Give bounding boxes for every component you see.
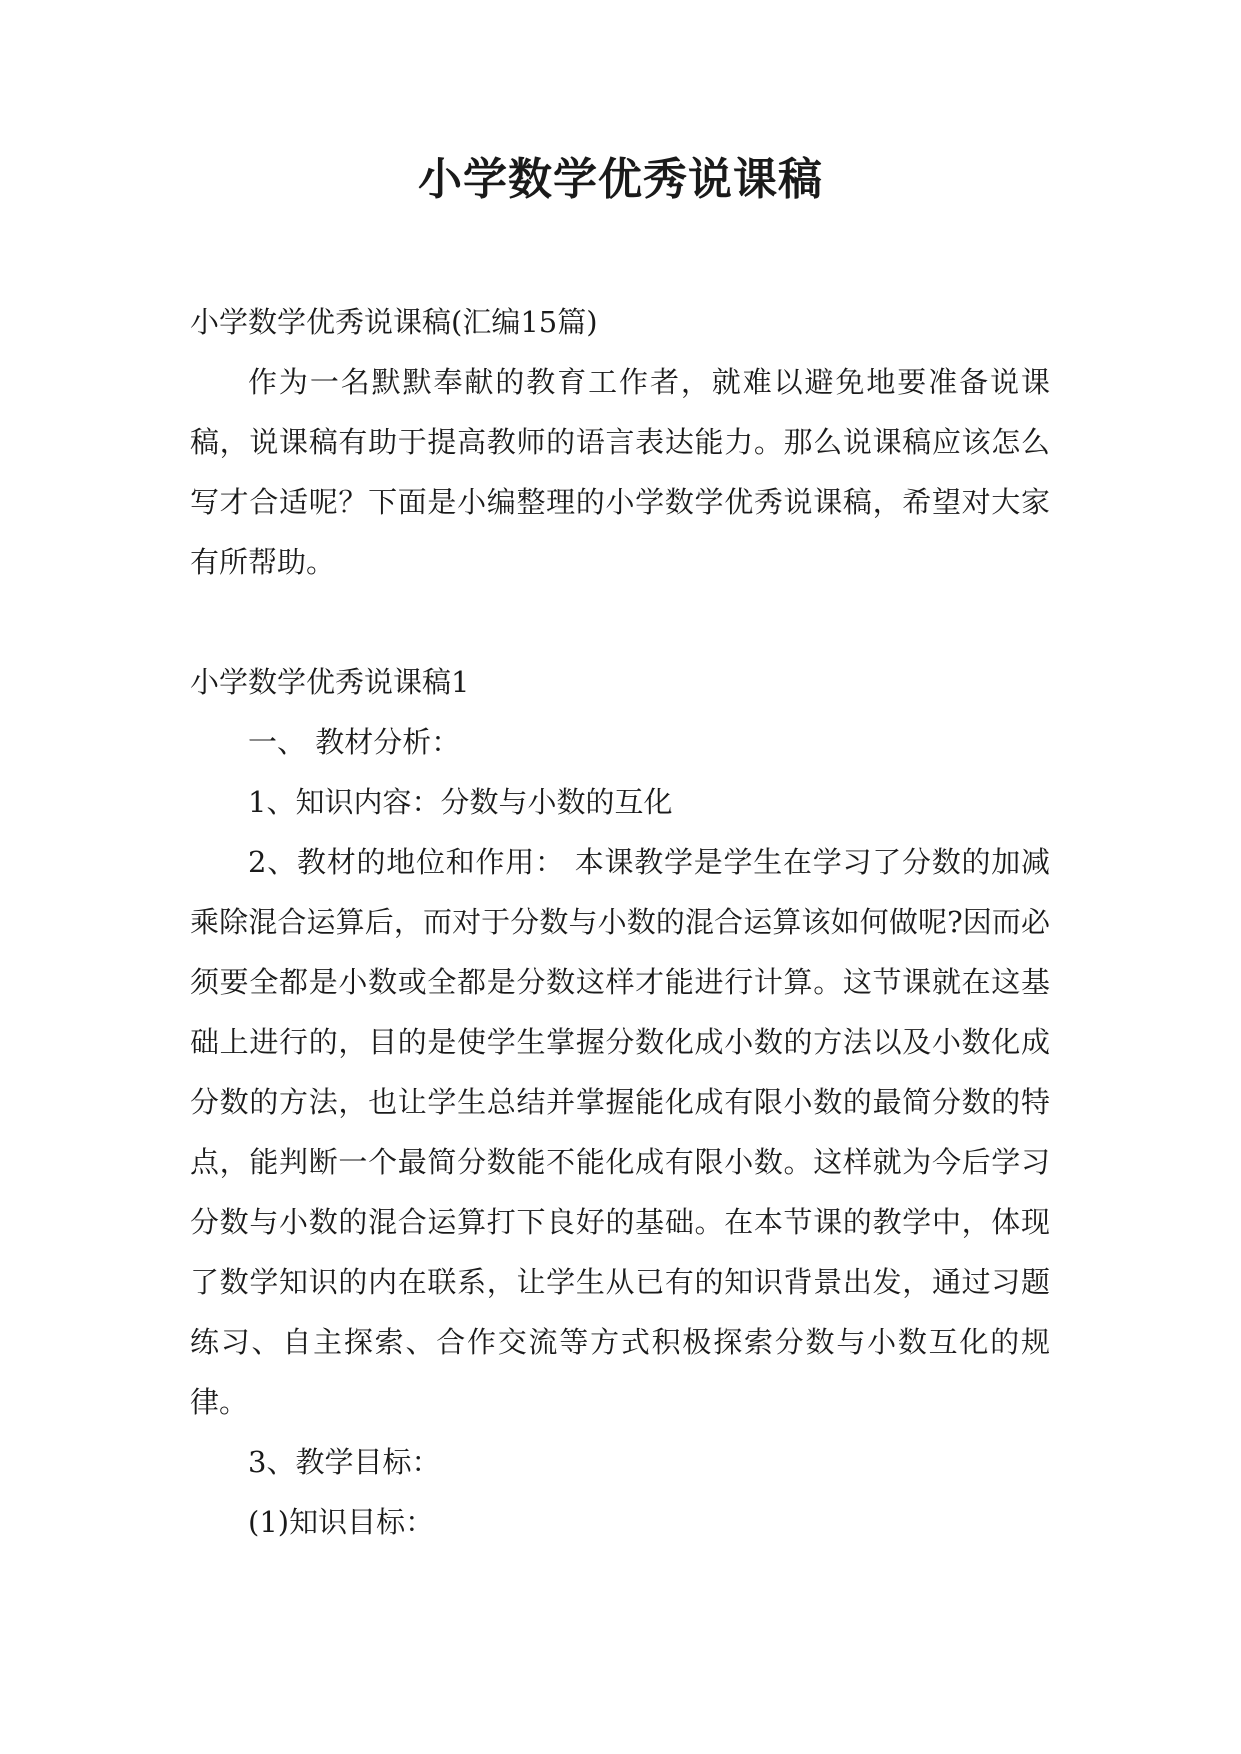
section-spacer [190,592,1050,652]
heading-knowledge-goals: (1)知识目标： [248,1505,435,1539]
intro-paragraph: 作为一名默默奉献的教育工作者，就难以避免地要准备说课稿，说课稿有助于提高教师的语言表达能力。那么说课稿应该怎么写才合适呢？下面是小编整理的小学数学优秀说课稿，希望对大家有所帮助。 [190,365,1050,579]
paragraph-textbook-role: 2、教材的地位和作用： 本课教学是学生在学习了分数的加减乘除混合运算后，而对于分数与小数的混合运算该如何做呢?因而必须要全都是小数或全都是分数这样才能进行计算。这节课就在这基础上进行的，目的是使学生掌握分数化成小数的方法以及小数化成分数的方法，也让学生总结并掌握能化成有限小数的最简分数的特点，能判断一个最简分数能不能化成有限小数。这样就为今后学习分数与小数的混合运算打下良好的基础。在本节课的教学中，体现了数学知识的内在联系，让学生从已有的知识背景出发，通过习题练习、自主探索、合作交流等方式积极探索分数与小数互化的规律。 [190,845,1050,1419]
heading-textbook-analysis: 一、 教材分析： [248,725,461,759]
section-heading: 小学数学优秀说课稿1 [190,665,470,699]
document-body [190,292,1050,1552]
heading-teaching-goals: 3、教学目标： [248,1445,441,1479]
paragraph-knowledge-content: 1、知识内容：分数与小数的互化 [248,785,673,819]
document-subtitle: 小学数学优秀说课稿(汇编15篇) [190,305,598,339]
page-title: 小学数学优秀说课稿 [418,154,823,205]
